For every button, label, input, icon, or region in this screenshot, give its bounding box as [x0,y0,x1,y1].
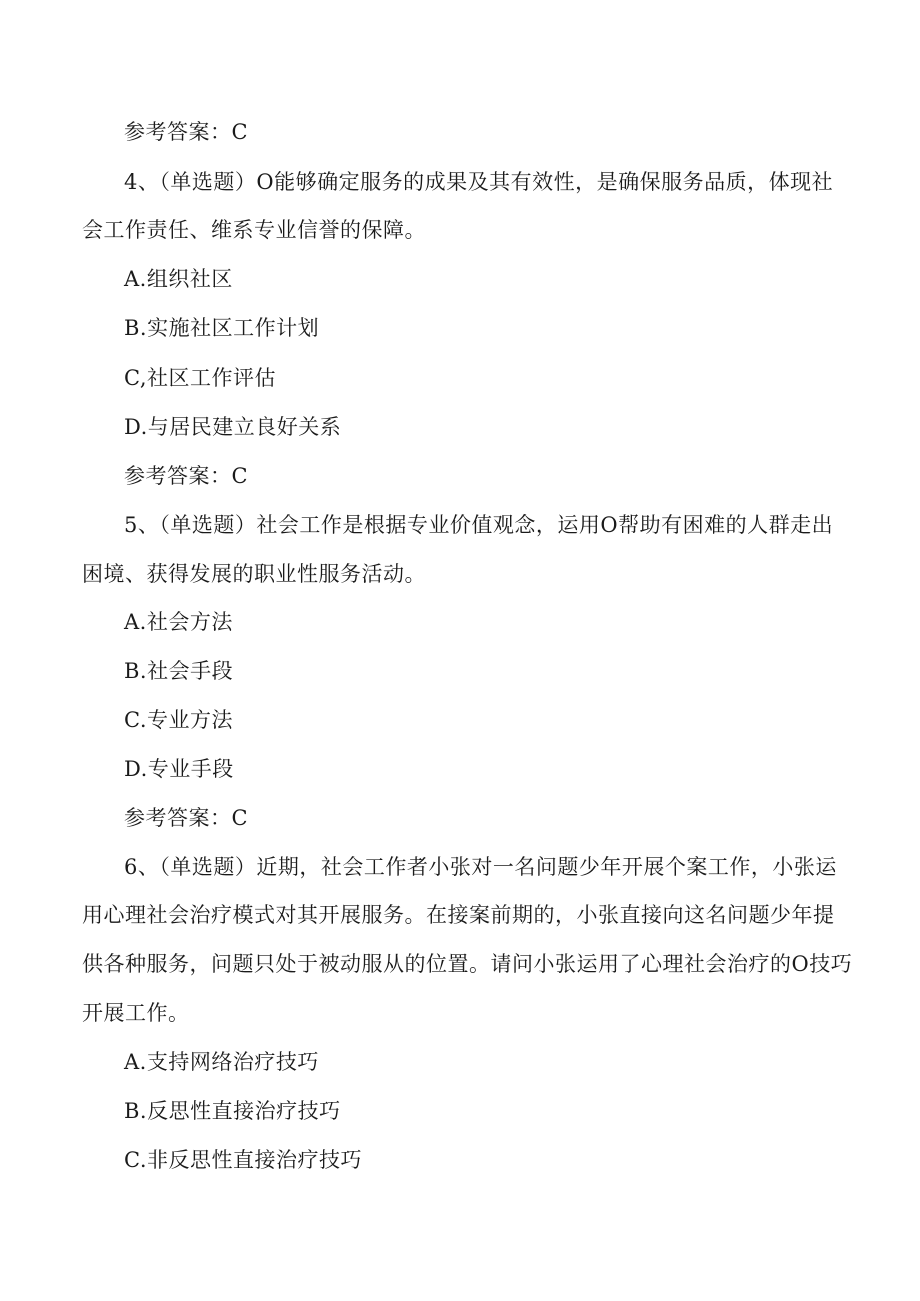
option-a: A.组织社区 [124,267,233,291]
option-b: B.反思性直接治疗技巧 [124,1099,341,1123]
answer-line: 参考答案：C [124,464,249,488]
question-6-line-1: 6、（单选题）近期，社会工作者小张对一名问题少年开展个案工作，小张运 [124,855,837,879]
question-5-line-1: 5、（单选题）社会工作是根据专业价值观念，运用O帮助有困难的人群走出 [124,513,834,537]
question-6-line-2: 用心理社会治疗模式对其开展服务。在接案前期的，小张直接向这名问题少年提 [82,903,835,927]
question-4-line-2: 会工作责任、维系专业信誉的保障。 [82,218,426,242]
question-4-line-1: 4、（单选题）O能够确定服务的成果及其有效性，是确保服务品质，体现社 [124,170,834,194]
option-a: A.支持网络治疗技巧 [124,1050,319,1074]
option-c: C.非反思性直接治疗技巧 [124,1148,362,1172]
option-b: B.社会手段 [124,659,234,683]
option-a: A.社会方法 [124,610,233,634]
question-5-line-2: 困境、获得发展的职业性服务活动。 [82,562,426,586]
option-d: D.与居民建立良好关系 [124,415,342,439]
option-c: C.专业方法 [124,708,233,732]
option-d: D.专业手段 [124,757,234,781]
question-6-line-4: 开展工作。 [82,1001,190,1025]
question-6-line-3: 供各种服务，问题只处于被动服从的位置。请问小张运用了心理社会治疗的O技巧 [82,952,853,976]
answer-line: 参考答案：C [124,120,249,144]
option-b: B.实施社区工作计划 [124,316,320,340]
answer-line: 参考答案：C [124,806,249,830]
option-c: C,社区工作评估 [124,366,276,390]
